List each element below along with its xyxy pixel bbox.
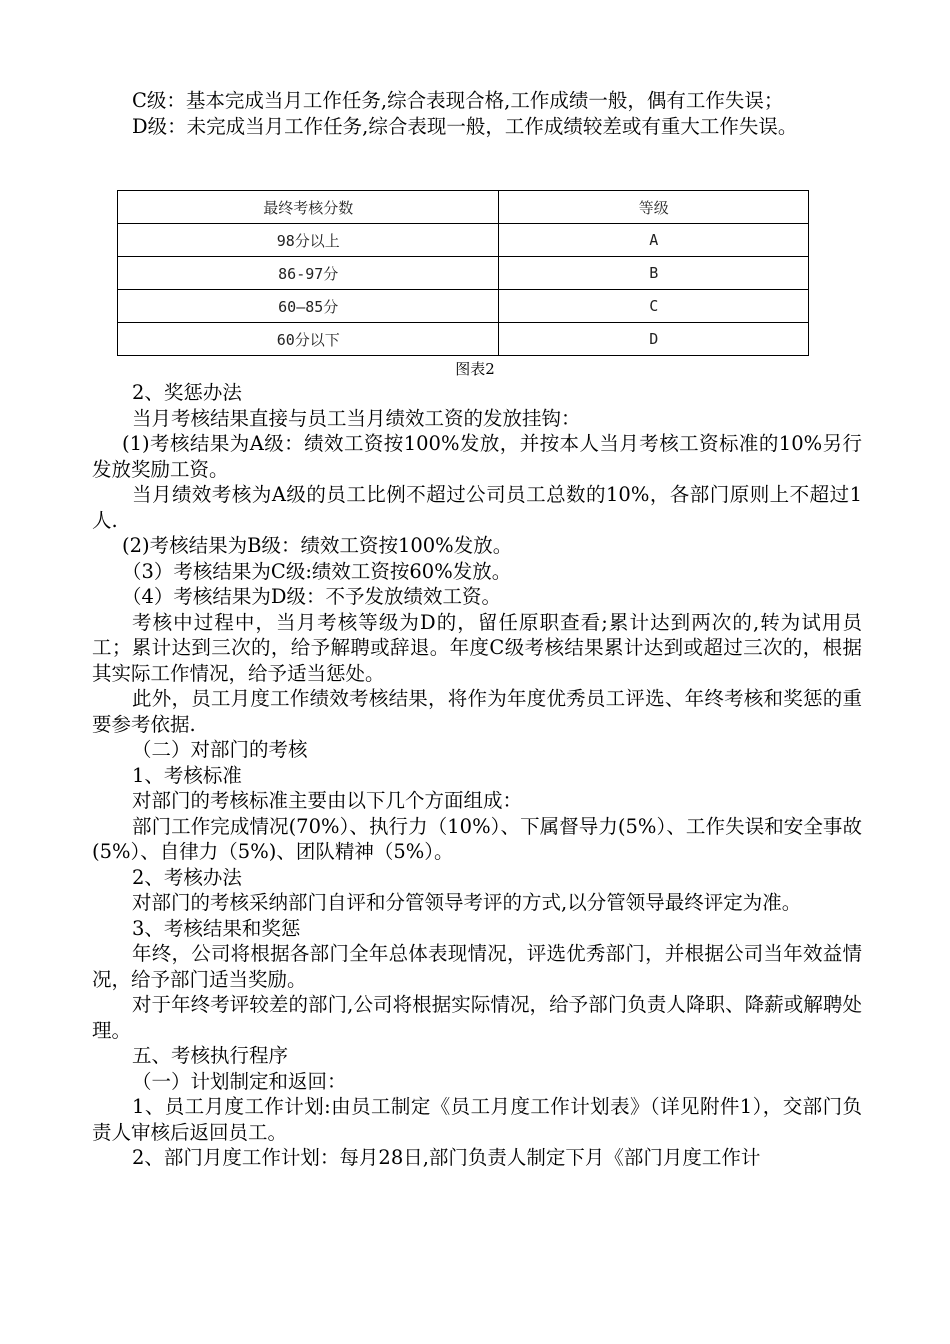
section-heading: 2、奖惩办法	[132, 381, 242, 404]
table-row	[118, 290, 809, 323]
table-cell-grade: B	[499, 257, 809, 290]
table-cell-grade: A	[499, 224, 809, 257]
table-cell-grade: C	[499, 290, 809, 323]
table-cell-score: 60分以下	[118, 323, 499, 356]
table-cell-score: 60—85分	[118, 290, 499, 323]
table-cell-grade: D	[499, 323, 809, 356]
paragraph: 此外，员工月度工作绩效考核结果，将作为年度优秀员工评选、年终考核和奖惩的重要参考依据.	[92, 687, 862, 736]
paragraph: （3）考核结果为C级:绩效工资按60%发放。	[122, 559, 512, 583]
grade-table	[117, 190, 809, 356]
paragraph: 年终，公司将根据各部门全年总体表现情况，评选优秀部门，并根据公司当年效益情况，给予部门适当奖励。	[92, 942, 862, 991]
section-heading: 1、考核标准	[132, 763, 242, 787]
paragraph: 当月绩效考核为A级的员工比例不超过公司员工总数的10%，各部门原则上不超过1人.	[92, 483, 862, 532]
table-header-score: 最终考核分数	[118, 191, 499, 224]
paragraph: 当月考核结果直接与员工当月绩效工资的发放挂钩：	[132, 406, 581, 430]
section-heading: （一）计划制定和返回：	[132, 1069, 347, 1093]
table-caption: 图表2	[455, 360, 495, 378]
table-header-row	[118, 191, 809, 224]
table-row	[118, 224, 809, 257]
paragraph: 2、部门月度工作计划：每月28日,部门负责人制定下月《部门月度工作计	[132, 1146, 761, 1169]
paragraph: 1、员工月度工作计划:由员工制定《员工月度工作计划表》（详见附件1），交部门负责人审核后返回员工。	[92, 1095, 862, 1144]
section-heading: 2、考核办法	[132, 865, 242, 889]
section-heading: （二）对部门的考核	[132, 738, 308, 761]
section-heading: 五、考核执行程序	[132, 1044, 289, 1067]
paragraph: (2)考核结果为B级：绩效工资按100%发放。	[122, 534, 513, 557]
paragraph: 对于年终考评较差的部门,公司将根据实际情况，给予部门负责人降职、降薪或解聘处理。	[92, 993, 862, 1042]
grade-c-description: C级：基本完成当月工作任务,综合表现合格,工作成绩一般，偶有工作失误；	[132, 89, 784, 112]
table-cell-score: 98分以上	[118, 224, 499, 257]
paragraph: 对部门的考核采纳部门自评和分管领导考评的方式,以分管领导最终评定为准。	[132, 891, 802, 914]
table-header-grade: 等级	[499, 191, 809, 224]
paragraph: （4）考核结果为D级：不予发放绩效工资。	[122, 585, 502, 608]
table-cell-score: 86-97分	[118, 257, 499, 290]
paragraph: 对部门的考核标准主要由以下几个方面组成：	[132, 789, 523, 812]
grade-d-description: D级：未完成当月工作任务,综合表现一般，工作成绩较差或有重大工作失误。	[132, 114, 798, 138]
table-row	[118, 323, 809, 356]
paragraph: 考核中过程中，当月考核等级为D的，留任原职查看;累计达到两次的,转为试用员工；累计达到三次的，给予解聘或辞退。年度C级考核结果累计达到或超过三次的，根据其实际工作情况，给予适当惩处。	[92, 610, 862, 685]
body-section	[92, 380, 862, 1171]
table-row	[118, 257, 809, 290]
section-heading: 3、考核结果和奖惩	[132, 916, 301, 940]
paragraph: 部门工作完成情况(70%）、执行力（10%）、下属督导力(5%）、工作失误和安全事故(5%）、自律力（5%)、团队精神（5%）。	[92, 814, 862, 863]
intro-section	[92, 88, 862, 139]
paragraph: (1)考核结果为A级：绩效工资按100%发放，并按本人当月考核工资标准的10%另行发放奖励工资。	[92, 432, 862, 481]
